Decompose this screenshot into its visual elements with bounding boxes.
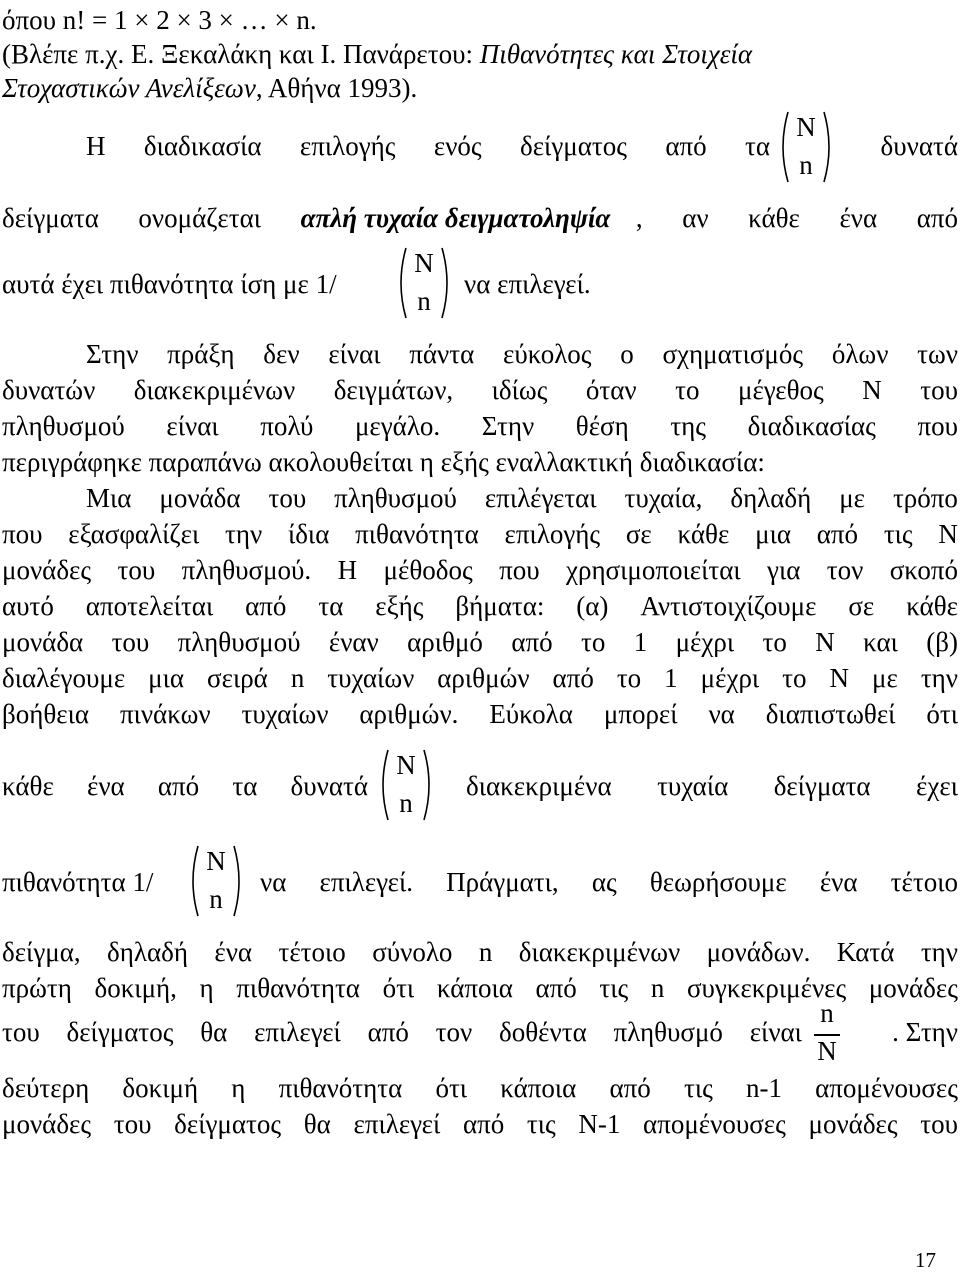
word: είναι (749, 1017, 802, 1047)
word: Εύκολα (489, 699, 573, 729)
word: επιλεγεί (254, 1017, 341, 1047)
word: από (609, 1073, 651, 1103)
word: μπορεί (603, 699, 678, 729)
word: ένα (214, 937, 253, 967)
word: ένα (819, 867, 858, 897)
word: από (816, 519, 859, 549)
word: δείγματος (66, 1017, 174, 1047)
word: ονομάζεται (138, 203, 262, 233)
word: συγκεκριμένες (686, 973, 847, 1003)
word: τυχαίων (241, 699, 329, 729)
word: εξασφαλίζει (68, 519, 200, 549)
word: ότι (382, 973, 415, 1003)
reference-open: (Βλέπε π.χ. Ε. Ξεκαλάκη και Ι. Πανάρετου: (2, 39, 480, 69)
p3-line-7 (2, 698, 958, 730)
word: που (499, 555, 540, 585)
word: τις (599, 973, 629, 1003)
word: Κατά (836, 937, 895, 967)
word: ιδίως (491, 375, 548, 405)
word: την (224, 519, 263, 549)
word: 1 (664, 663, 678, 693)
word: των (917, 339, 958, 369)
reference-line-2 (2, 72, 960, 104)
word: πινάκων (119, 699, 211, 729)
word: (β) (926, 627, 958, 657)
p3-line-1 (86, 482, 958, 514)
word: δηλαδή (730, 483, 812, 513)
p1-line-1 (86, 130, 770, 162)
binomial-top: N (796, 112, 816, 142)
word: διακεκριμένων (133, 375, 296, 405)
word: n (650, 973, 665, 1003)
binomial-n-choose-k (376, 748, 436, 822)
word: το (675, 375, 700, 405)
word: του (113, 1109, 152, 1139)
binomial-n-choose-k (394, 246, 454, 320)
word: Ν (815, 627, 835, 657)
word: του (268, 483, 307, 513)
word: Ν (938, 519, 958, 549)
word: επιλεγεί. (319, 867, 413, 897)
word: βοήθεια (2, 699, 90, 729)
word: έναν (328, 627, 379, 657)
word: εύκολος (503, 339, 592, 369)
word: με (839, 483, 866, 513)
word: Ν-1 (578, 1109, 621, 1139)
word: δείγματος (174, 1109, 282, 1139)
word: Πράγματι, (446, 867, 559, 897)
p2-line-3 (2, 410, 958, 442)
word: από (511, 627, 553, 657)
word: μονάδες (808, 1109, 898, 1139)
word: το (616, 663, 642, 693)
word: Στην (481, 411, 535, 441)
word: μονάδων. (706, 937, 811, 967)
word: μονάδες (2, 555, 92, 585)
binomial-n-choose-k (186, 844, 246, 918)
binomial-bottom: n (209, 884, 223, 914)
word: δυνατά (290, 771, 368, 801)
word: πιθανότητα (278, 1073, 403, 1103)
word: από (665, 131, 707, 161)
word: από (916, 203, 958, 233)
p1-line-1-end: δυνατά (880, 131, 958, 161)
fraction-denominator: N (817, 1036, 837, 1066)
word: 1 (633, 627, 648, 657)
word: δοκιμή (122, 1073, 199, 1103)
word: πληθυσμού (334, 483, 457, 513)
word: να (708, 699, 735, 729)
reference-line-1 (2, 38, 960, 70)
word: τυχαίων (327, 663, 415, 693)
word: τις (526, 1109, 556, 1139)
word: Μια (86, 483, 132, 513)
word: δοκιμή, (94, 973, 177, 1003)
word: ο (620, 339, 634, 369)
word: όταν (585, 375, 637, 405)
word: , (635, 203, 643, 233)
binomial-top: N (414, 248, 434, 278)
word: από (157, 771, 200, 801)
word: τυχαία, (624, 483, 703, 513)
word: μέθοδος (383, 555, 473, 585)
p3-line-12a (2, 1016, 802, 1048)
word: δεύτερη (2, 1073, 90, 1103)
word: αριθμό (407, 627, 483, 657)
word: όλων (831, 339, 889, 369)
word: τρόπο (892, 483, 958, 513)
word: βήματα: (455, 591, 545, 621)
word: τα (744, 131, 770, 161)
word: χρησιμοποιείται (565, 555, 741, 585)
p3-line-5 (2, 626, 958, 658)
binomial-bottom: n (799, 150, 813, 180)
word: τον (826, 555, 864, 585)
word: πιθανότητα (236, 973, 360, 1003)
word: δείγματα (2, 203, 99, 233)
word: δείγματος (520, 131, 627, 161)
word: n (290, 663, 305, 693)
word: Ν (862, 375, 882, 405)
word: Στην (86, 339, 139, 369)
word: που (2, 519, 43, 549)
word: από (462, 1109, 505, 1139)
word: ίδια (287, 519, 330, 549)
word: διαδικασία (143, 131, 262, 161)
word: του (2, 1017, 40, 1047)
word: τέτοιο (890, 867, 958, 897)
binomial-n-choose-k (776, 110, 836, 184)
word: να (260, 867, 287, 897)
reference-title-2: Στοχαστικών Ανελίξεων (2, 73, 256, 103)
word: από (245, 591, 287, 621)
word: τα (232, 771, 258, 801)
word: του (920, 1109, 958, 1139)
p3-line-8b (466, 770, 958, 802)
p3-line-14 (2, 1108, 958, 1140)
p2-line-1 (86, 338, 958, 370)
word: μονάδα (159, 483, 241, 513)
word: αν (682, 203, 709, 233)
reference-close: , Αθήνα 1993). (255, 73, 418, 103)
word: διακεκριμένων (518, 937, 681, 967)
word: τέτοιο (278, 937, 346, 967)
word: κάποια (500, 1073, 577, 1103)
p3-line-2 (2, 518, 958, 550)
word: σειρά (207, 663, 268, 693)
word: n-1 (745, 1073, 782, 1103)
word: την (920, 937, 958, 967)
page-number: 17 (915, 1248, 936, 1272)
p2-line-2 (2, 374, 958, 406)
p3-line-13 (2, 1072, 958, 1104)
reference-title-1: Πιθανότητες και Στοιχεία (479, 39, 753, 69)
word: επιλογής (299, 131, 396, 161)
p3-line-4 (2, 590, 958, 622)
word: επιλέγεται (484, 483, 597, 513)
word: ότι (435, 1073, 468, 1103)
word: αριθμών (437, 663, 530, 693)
word: δυνατών (2, 375, 96, 405)
word: η (231, 1073, 246, 1103)
word: δηλαδή (107, 937, 188, 967)
word: μια (755, 519, 791, 549)
word: δείγμα, (2, 937, 81, 967)
word: και (863, 627, 898, 657)
word: ενός (433, 131, 482, 161)
word: σύνολο (372, 937, 453, 967)
word: μέχρι (675, 627, 735, 657)
word: μονάδα (2, 627, 84, 657)
word: n (478, 937, 493, 967)
p3-line-6 (2, 662, 958, 694)
word: δειγμάτων, (333, 375, 454, 405)
word: απομένουσες (643, 1109, 786, 1139)
word: θα (303, 1109, 331, 1139)
word: κάθε (748, 203, 800, 233)
word: μια (148, 663, 185, 693)
word: πρώτη (2, 973, 72, 1003)
word: πληθυσμού (177, 627, 301, 657)
p3-line-12b: . Στην (892, 1017, 958, 1047)
p3-line-8a (2, 770, 368, 802)
p3-line-9a: πιθανότητα 1/ (2, 867, 154, 897)
word: το (782, 663, 807, 693)
word: από (552, 663, 594, 693)
word: Η (86, 131, 106, 161)
binomial-top: N (396, 750, 416, 780)
word: αριθμών. (359, 699, 459, 729)
word: τα (318, 591, 344, 621)
word: αποτελείται (85, 591, 214, 621)
word: κάποια (436, 973, 513, 1003)
word: πληθυσμό (613, 1017, 723, 1047)
p3-line-3 (2, 554, 958, 586)
word: μονάδες (868, 973, 958, 1003)
fraction-numerator: n (820, 998, 834, 1028)
word: Αντιστοιχίζουμε (640, 591, 817, 621)
word: σκοπό (889, 555, 958, 585)
word: μεγάλο. (354, 411, 441, 441)
p3-line-9b (260, 866, 958, 898)
word: θα (200, 1017, 228, 1047)
word: με (872, 663, 898, 693)
word: θεωρήσουμε (649, 867, 787, 897)
word: από (535, 973, 577, 1003)
word: πάντα (409, 339, 475, 369)
word: επιλεγεί (353, 1109, 441, 1139)
word: κάθε (906, 591, 958, 621)
factorial-line: όπου n! = 1 × 2 × 3 × … × n. (2, 5, 317, 35)
word: Ν (829, 663, 850, 693)
word: του (920, 375, 958, 405)
word: έχει (916, 771, 958, 801)
term-simple-random-sampling: απλή τυχαία δειγματοληψία (300, 203, 611, 233)
word: επιλογής (504, 519, 601, 549)
word: η (199, 973, 214, 1003)
word: είναι (328, 339, 381, 369)
word: τις (683, 1073, 713, 1103)
p3-line-10 (2, 936, 958, 968)
binomial-bottom: n (417, 286, 431, 316)
word: δείγματα (773, 771, 871, 801)
word: το (580, 627, 606, 657)
word: κάθε (677, 519, 730, 549)
word: ότι (926, 699, 958, 729)
word: πολύ (260, 411, 314, 441)
word: πληθυσμού (2, 411, 125, 441)
word: το (762, 627, 787, 657)
fraction-n-over-N (812, 998, 842, 1070)
word: πληθυσμού. (181, 555, 312, 585)
word: που (917, 411, 958, 441)
p1-line-2 (2, 202, 958, 234)
word: διαδικασίας (747, 411, 876, 441)
p2-line-4: περιγράφηκε παραπάνω ακολουθείται η εξής εναλλακτική διαδικασία: (2, 447, 765, 477)
word: ένα (839, 203, 878, 233)
word: (α) (576, 591, 609, 621)
word: Η (337, 555, 358, 585)
word: διαλέγουμε (2, 663, 126, 693)
word: διαπιστωθεί (765, 699, 896, 729)
word: μέγεθος (737, 375, 824, 405)
word: διακεκριμένα (466, 771, 612, 801)
word: τις (883, 519, 913, 549)
word: τυχαία (657, 771, 729, 801)
word: μονάδες (2, 1109, 92, 1139)
word: πράξη (167, 339, 235, 369)
word: είναι (166, 411, 219, 441)
p1-line-3a: αυτά έχει πιθανότητα ίση με 1/ (2, 269, 337, 299)
word: απομένουσες (815, 1073, 958, 1103)
word: της (670, 411, 706, 441)
word: θέση (575, 411, 629, 441)
word: πιθανότητα (355, 519, 479, 549)
word: σχηματισμός (662, 339, 804, 369)
word: από (367, 1017, 409, 1047)
binomial-bottom: n (399, 788, 413, 818)
word: ας (591, 867, 617, 897)
p1-line-3b: να επιλεγεί. (464, 269, 591, 299)
word: του (111, 627, 150, 657)
word: δοθέντα (499, 1017, 587, 1047)
word: τον (435, 1017, 473, 1047)
word: σε (848, 591, 875, 621)
word: εξής (375, 591, 424, 621)
binomial-top: N (206, 846, 226, 876)
word: σε (625, 519, 652, 549)
word: αυτό (2, 591, 54, 621)
word: κάθε (2, 771, 54, 801)
word: την (920, 663, 958, 693)
word: δεν (263, 339, 300, 369)
word: για (767, 555, 801, 585)
word: μέχρι (700, 663, 760, 693)
word: ένα (86, 771, 125, 801)
word: του (117, 555, 156, 585)
